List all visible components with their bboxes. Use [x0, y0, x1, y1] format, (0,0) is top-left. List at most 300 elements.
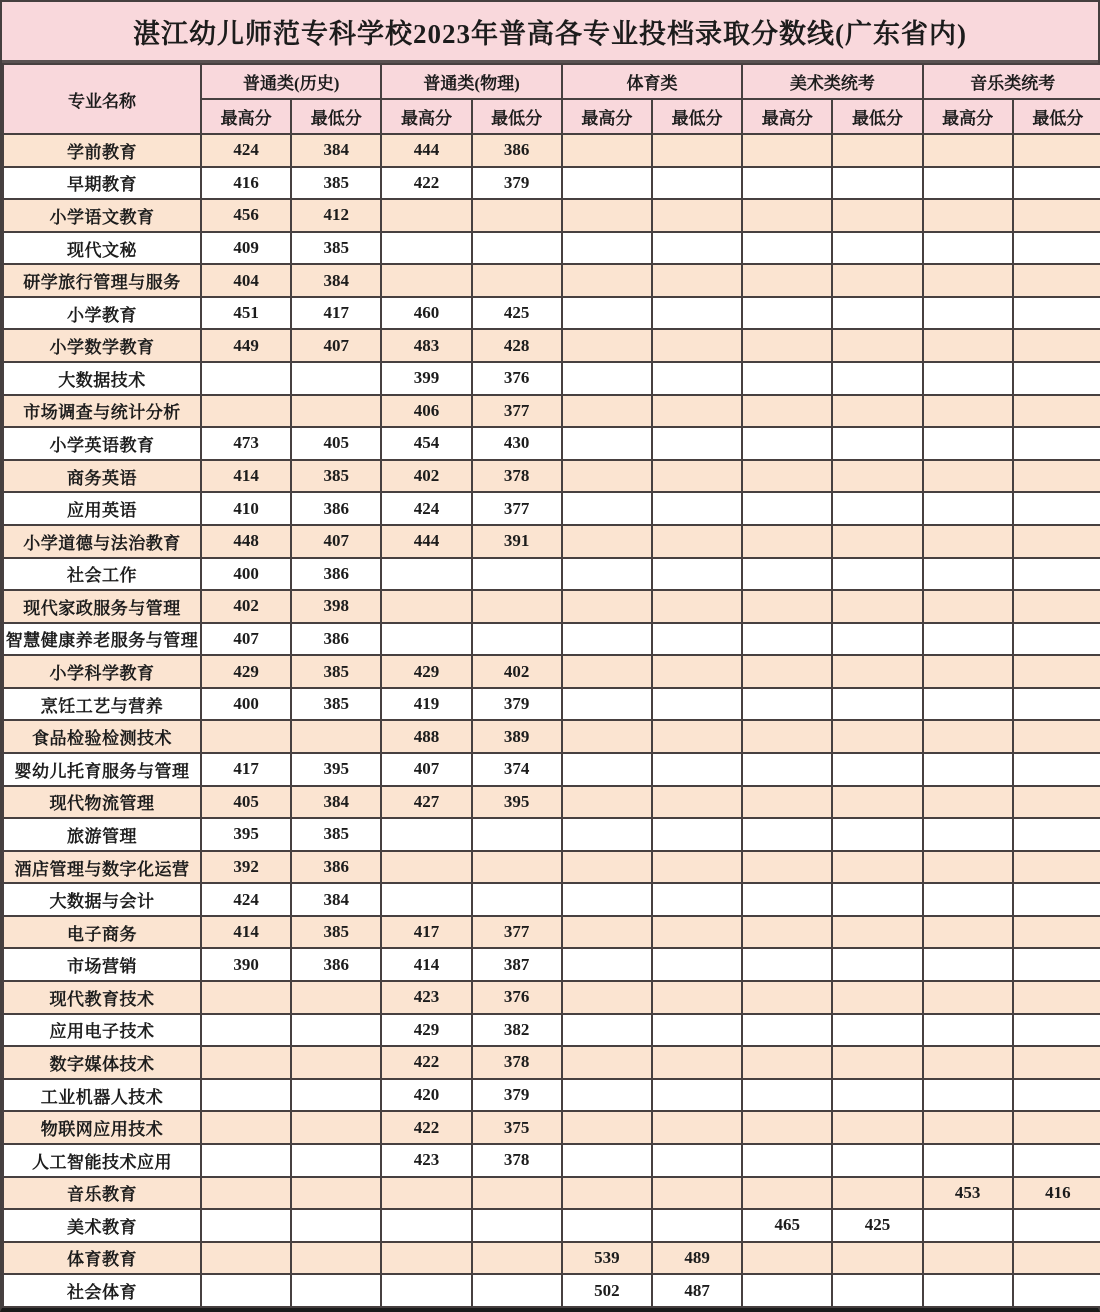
score-cell	[742, 851, 832, 884]
score-cell	[1013, 167, 1100, 200]
score-cell	[562, 329, 652, 362]
score-cell	[381, 1177, 471, 1210]
score-cell	[832, 1242, 922, 1275]
score-cell	[652, 916, 742, 949]
score-cell	[832, 1177, 922, 1210]
score-cell: 374	[472, 753, 562, 786]
major-name-cell: 现代教育技术	[3, 981, 201, 1014]
score-cell	[923, 1144, 1013, 1177]
score-cell	[832, 525, 922, 558]
col-group-art-exam: 美术类统考	[742, 64, 922, 99]
score-cell: 395	[472, 786, 562, 819]
score-cell: 427	[381, 786, 471, 819]
score-cell: 398	[291, 590, 381, 623]
score-cell	[742, 362, 832, 395]
score-cell: 399	[381, 362, 471, 395]
score-cell: 407	[291, 329, 381, 362]
score-cell	[562, 1111, 652, 1144]
table-header	[3, 64, 1100, 134]
score-cell	[472, 558, 562, 591]
score-cell	[472, 264, 562, 297]
score-cell	[562, 134, 652, 167]
score-cell	[381, 264, 471, 297]
score-cell: 376	[472, 362, 562, 395]
score-cell	[562, 199, 652, 232]
major-name-cell: 市场调查与统计分析	[3, 395, 201, 428]
score-cell	[472, 1274, 562, 1307]
table-row	[3, 1046, 1100, 1079]
score-cell: 422	[381, 1046, 471, 1079]
score-cell	[291, 1111, 381, 1144]
score-cell: 407	[291, 525, 381, 558]
major-name-cell: 应用电子技术	[3, 1014, 201, 1047]
major-name-cell: 小学道德与法治教育	[3, 525, 201, 558]
score-cell	[742, 688, 832, 721]
page-title: 湛江幼儿师范专科学校2023年普高各专业投档录取分数线(广东省内)	[2, 2, 1098, 63]
score-cell	[742, 883, 832, 916]
score-cell	[1013, 460, 1100, 493]
score-cell	[1013, 753, 1100, 786]
score-cell	[742, 134, 832, 167]
score-cell	[201, 1274, 291, 1307]
table-row	[3, 753, 1100, 786]
col-header-high: 最高分	[562, 99, 652, 134]
score-cell: 425	[472, 297, 562, 330]
score-cell: 386	[472, 134, 562, 167]
score-cell	[652, 818, 742, 851]
table-row	[3, 1079, 1100, 1112]
score-cell	[381, 1209, 471, 1242]
score-cell	[562, 655, 652, 688]
major-name-cell: 食品检验检测技术	[3, 720, 201, 753]
score-cell: 424	[381, 492, 471, 525]
score-cell: 384	[291, 134, 381, 167]
col-header-low: 最低分	[291, 99, 381, 134]
table-body	[3, 134, 1100, 1307]
score-cell	[201, 1209, 291, 1242]
score-cell	[1013, 655, 1100, 688]
score-cell: 387	[472, 948, 562, 981]
score-cell	[742, 1079, 832, 1112]
score-cell: 385	[291, 818, 381, 851]
score-cell	[1013, 134, 1100, 167]
score-cell	[652, 623, 742, 656]
score-cell	[1013, 492, 1100, 525]
score-cell	[832, 1274, 922, 1307]
major-name-cell: 小学教育	[3, 297, 201, 330]
score-cell: 454	[381, 427, 471, 460]
score-cell	[832, 232, 922, 265]
score-cell	[1013, 525, 1100, 558]
major-name-cell: 人工智能技术应用	[3, 1144, 201, 1177]
score-cell	[291, 1014, 381, 1047]
score-cell	[381, 1242, 471, 1275]
score-cell	[923, 623, 1013, 656]
score-cell: 417	[381, 916, 471, 949]
score-cell: 449	[201, 329, 291, 362]
table-row	[3, 720, 1100, 753]
score-cell	[742, 232, 832, 265]
major-name-cell: 旅游管理	[3, 818, 201, 851]
score-cell	[832, 492, 922, 525]
score-cell	[201, 1177, 291, 1210]
score-cell: 385	[291, 167, 381, 200]
score-cell: 419	[381, 688, 471, 721]
score-cell: 473	[201, 427, 291, 460]
score-cell: 465	[742, 1209, 832, 1242]
score-cell	[742, 720, 832, 753]
table-row	[3, 1111, 1100, 1144]
table-row	[3, 232, 1100, 265]
score-cell	[1013, 883, 1100, 916]
score-cell	[1013, 1111, 1100, 1144]
score-cell	[1013, 818, 1100, 851]
score-cell	[291, 1144, 381, 1177]
score-cell	[742, 329, 832, 362]
score-cell	[832, 981, 922, 1014]
score-cell	[381, 883, 471, 916]
score-cell	[742, 297, 832, 330]
score-cell	[291, 1177, 381, 1210]
score-cell	[562, 525, 652, 558]
score-cell	[652, 851, 742, 884]
score-cell: 375	[472, 1111, 562, 1144]
score-cell: 453	[923, 1177, 1013, 1210]
score-cell: 424	[201, 883, 291, 916]
score-cell: 402	[201, 590, 291, 623]
score-cell	[923, 818, 1013, 851]
score-cell: 417	[201, 753, 291, 786]
table-row	[3, 1209, 1100, 1242]
table-row	[3, 329, 1100, 362]
score-cell: 412	[291, 199, 381, 232]
score-cell	[923, 1209, 1013, 1242]
score-cell	[832, 1144, 922, 1177]
score-cell	[1013, 786, 1100, 819]
score-cell	[1013, 558, 1100, 591]
major-name-cell: 物联网应用技术	[3, 1111, 201, 1144]
score-cell	[562, 1209, 652, 1242]
score-cell: 456	[201, 199, 291, 232]
table-row	[3, 916, 1100, 949]
header-group-row	[3, 64, 1100, 99]
score-cell: 448	[201, 525, 291, 558]
score-cell	[562, 623, 652, 656]
score-cell	[1013, 1242, 1100, 1275]
score-cell	[381, 199, 471, 232]
score-cell	[832, 883, 922, 916]
score-cell	[562, 1177, 652, 1210]
score-cell	[832, 1111, 922, 1144]
col-header-low: 最低分	[652, 99, 742, 134]
major-name-cell: 音乐教育	[3, 1177, 201, 1210]
score-cell	[652, 753, 742, 786]
score-cell	[652, 883, 742, 916]
score-cell	[201, 1079, 291, 1112]
major-name-cell: 研学旅行管理与服务	[3, 264, 201, 297]
score-cell: 389	[472, 720, 562, 753]
score-cell	[562, 558, 652, 591]
major-name-cell: 智慧健康养老服务与管理	[3, 623, 201, 656]
score-cell	[562, 1079, 652, 1112]
score-cell	[923, 1274, 1013, 1307]
score-cell	[742, 948, 832, 981]
score-cell	[562, 1014, 652, 1047]
score-cell	[923, 981, 1013, 1014]
score-cell	[562, 916, 652, 949]
score-cell	[652, 655, 742, 688]
score-cell	[562, 883, 652, 916]
table-row	[3, 1242, 1100, 1275]
score-cell	[562, 1046, 652, 1079]
score-cell: 429	[381, 655, 471, 688]
score-cell	[923, 916, 1013, 949]
major-name-cell: 酒店管理与数字化运营	[3, 851, 201, 884]
table-row	[3, 134, 1100, 167]
scores-table	[2, 63, 1100, 1308]
score-cell: 417	[291, 297, 381, 330]
score-cell	[832, 655, 922, 688]
table-row	[3, 297, 1100, 330]
score-cell	[1013, 1209, 1100, 1242]
col-header-high: 最高分	[381, 99, 471, 134]
score-cell	[923, 655, 1013, 688]
major-name-cell: 现代物流管理	[3, 786, 201, 819]
score-cell: 409	[201, 232, 291, 265]
score-cell: 379	[472, 167, 562, 200]
score-cell: 379	[472, 1079, 562, 1112]
score-cell	[201, 981, 291, 1014]
score-cell	[472, 590, 562, 623]
score-cell: 385	[291, 460, 381, 493]
score-cell	[832, 297, 922, 330]
score-cell	[1013, 232, 1100, 265]
table-row	[3, 492, 1100, 525]
score-cell	[742, 395, 832, 428]
score-cell	[652, 297, 742, 330]
score-cell	[923, 460, 1013, 493]
score-cell	[923, 1079, 1013, 1112]
score-cell	[381, 590, 471, 623]
score-cell	[923, 167, 1013, 200]
score-cell: 487	[652, 1274, 742, 1307]
score-cell: 444	[381, 134, 471, 167]
score-cell: 386	[291, 948, 381, 981]
score-cell	[1013, 851, 1100, 884]
major-name-cell: 电子商务	[3, 916, 201, 949]
score-cell	[1013, 948, 1100, 981]
score-cell	[742, 525, 832, 558]
score-cell	[832, 329, 922, 362]
score-cell	[742, 981, 832, 1014]
score-cell: 489	[652, 1242, 742, 1275]
score-cell	[923, 134, 1013, 167]
score-cell	[652, 720, 742, 753]
score-cell	[923, 948, 1013, 981]
score-cell	[472, 1209, 562, 1242]
score-cell	[832, 851, 922, 884]
score-cell: 377	[472, 395, 562, 428]
score-cell	[201, 1144, 291, 1177]
score-cell	[1013, 264, 1100, 297]
score-cell	[562, 167, 652, 200]
score-cell	[923, 395, 1013, 428]
col-group-sports: 体育类	[562, 64, 742, 99]
score-cell: 404	[201, 264, 291, 297]
major-name-cell: 工业机器人技术	[3, 1079, 201, 1112]
score-cell	[923, 558, 1013, 591]
score-cell	[1013, 1014, 1100, 1047]
score-cell	[923, 1111, 1013, 1144]
score-cell	[562, 720, 652, 753]
score-cell	[472, 199, 562, 232]
score-cell	[381, 1274, 471, 1307]
score-cell	[652, 167, 742, 200]
score-cell	[1013, 916, 1100, 949]
score-cell	[291, 395, 381, 428]
table-row	[3, 655, 1100, 688]
score-cell	[381, 623, 471, 656]
score-cell	[1013, 362, 1100, 395]
major-name-cell: 社会体育	[3, 1274, 201, 1307]
score-cell	[1013, 1274, 1100, 1307]
table-row	[3, 590, 1100, 623]
score-cell	[291, 362, 381, 395]
score-cell	[562, 395, 652, 428]
score-cell	[562, 492, 652, 525]
score-cell	[923, 590, 1013, 623]
score-cell	[742, 1111, 832, 1144]
score-cell	[472, 883, 562, 916]
score-cell	[742, 1144, 832, 1177]
score-cell	[201, 395, 291, 428]
score-cell	[923, 297, 1013, 330]
score-cell: 430	[472, 427, 562, 460]
score-cell	[923, 1242, 1013, 1275]
col-header-low: 最低分	[832, 99, 922, 134]
score-cell	[652, 1177, 742, 1210]
table-row	[3, 264, 1100, 297]
score-cell: 410	[201, 492, 291, 525]
score-cell	[472, 1177, 562, 1210]
table-row	[3, 1144, 1100, 1177]
score-cell	[201, 720, 291, 753]
score-cell	[832, 427, 922, 460]
table-row	[3, 688, 1100, 721]
score-cell: 407	[381, 753, 471, 786]
score-cell: 488	[381, 720, 471, 753]
score-cell: 429	[201, 655, 291, 688]
score-cell	[923, 492, 1013, 525]
score-cell	[201, 1242, 291, 1275]
score-cell: 376	[472, 981, 562, 1014]
score-cell	[742, 655, 832, 688]
score-cell	[652, 232, 742, 265]
score-cell	[562, 232, 652, 265]
major-name-cell: 应用英语	[3, 492, 201, 525]
score-cell: 385	[291, 916, 381, 949]
score-cell: 423	[381, 1144, 471, 1177]
table-row	[3, 623, 1100, 656]
score-cell	[291, 1209, 381, 1242]
score-cell	[381, 558, 471, 591]
score-cell	[923, 1046, 1013, 1079]
score-cell: 405	[291, 427, 381, 460]
major-name-cell: 美术教育	[3, 1209, 201, 1242]
table-row	[3, 1177, 1100, 1210]
score-cell: 395	[291, 753, 381, 786]
table-row	[3, 1274, 1100, 1307]
score-cell: 384	[291, 883, 381, 916]
score-cell: 382	[472, 1014, 562, 1047]
score-cell: 390	[201, 948, 291, 981]
score-cell	[923, 1014, 1013, 1047]
score-cell	[742, 492, 832, 525]
score-cell: 377	[472, 916, 562, 949]
col-group-regular-history: 普通类(历史)	[201, 64, 381, 99]
score-cell	[1013, 981, 1100, 1014]
table-row	[3, 362, 1100, 395]
score-cell	[832, 916, 922, 949]
score-cell	[1013, 427, 1100, 460]
score-cell	[742, 1242, 832, 1275]
score-cell: 444	[381, 525, 471, 558]
score-cell	[742, 1177, 832, 1210]
table-row	[3, 981, 1100, 1014]
score-cell	[652, 134, 742, 167]
score-cell	[381, 851, 471, 884]
score-cell: 539	[562, 1242, 652, 1275]
score-cell	[742, 199, 832, 232]
score-cell: 385	[291, 655, 381, 688]
score-cell	[1013, 623, 1100, 656]
table-row	[3, 786, 1100, 819]
score-cell	[832, 558, 922, 591]
score-cell	[291, 720, 381, 753]
score-cell	[742, 623, 832, 656]
col-header-high: 最高分	[201, 99, 291, 134]
score-cell	[291, 981, 381, 1014]
score-cell: 502	[562, 1274, 652, 1307]
major-name-cell: 小学语文教育	[3, 199, 201, 232]
score-cell	[1013, 1046, 1100, 1079]
score-cell: 406	[381, 395, 471, 428]
table-row	[3, 460, 1100, 493]
major-name-cell: 体育教育	[3, 1242, 201, 1275]
score-cell	[472, 851, 562, 884]
score-cell	[652, 1014, 742, 1047]
score-cell	[832, 753, 922, 786]
score-cell	[832, 1046, 922, 1079]
table-row	[3, 818, 1100, 851]
score-cell: 400	[201, 558, 291, 591]
score-cell	[923, 786, 1013, 819]
score-cell: 416	[1013, 1177, 1100, 1210]
table-row	[3, 883, 1100, 916]
score-cell	[562, 297, 652, 330]
col-header-low: 最低分	[1013, 99, 1100, 134]
score-cell	[472, 232, 562, 265]
score-cell	[472, 1242, 562, 1275]
score-cell: 391	[472, 525, 562, 558]
table-row	[3, 427, 1100, 460]
score-cell	[742, 590, 832, 623]
score-cell	[923, 688, 1013, 721]
score-cell	[832, 167, 922, 200]
score-cell: 451	[201, 297, 291, 330]
score-cell	[923, 362, 1013, 395]
score-cell	[923, 720, 1013, 753]
